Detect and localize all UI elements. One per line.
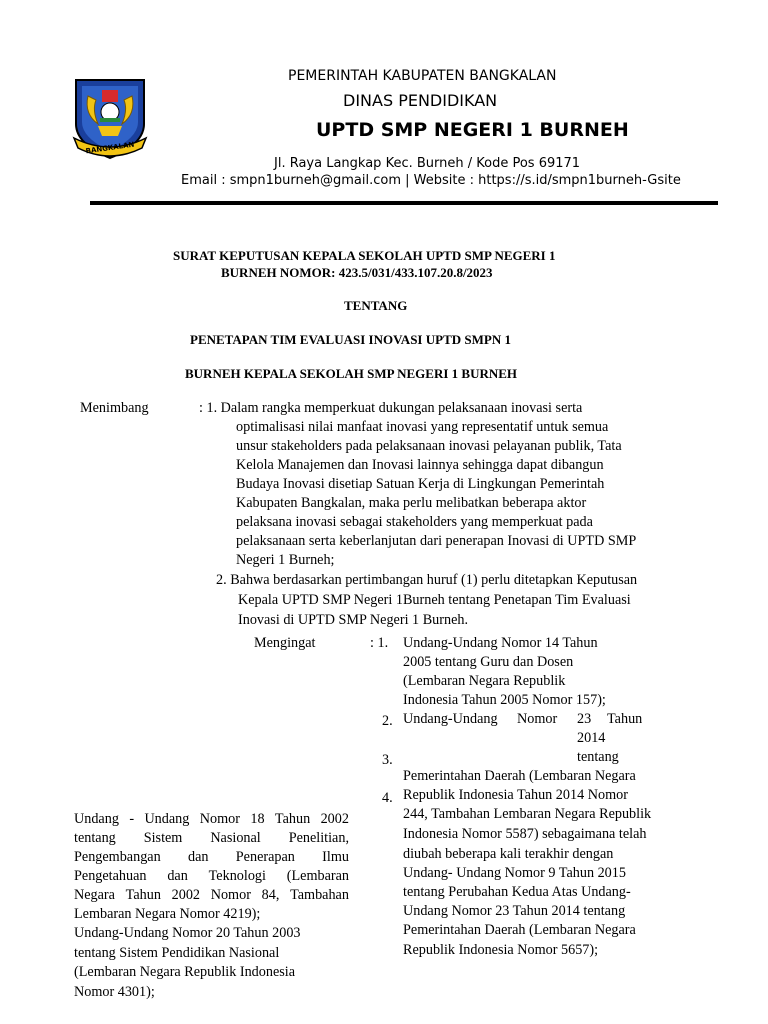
uu18-last-line: Lembaran Negara Nomor 4219); — [74, 906, 261, 922]
uu18-line: Negara Tahun 2002 Nomor 84, Tambahan — [74, 887, 349, 903]
menimbang-item-2-line: Inovasi di UPTD SMP Negeri 1 Burneh. — [238, 612, 469, 628]
mengingat-item-2-line: diubah beberapa kali terakhir dengan — [403, 846, 614, 862]
menimbang-item-1-line: Kelola Manajemen dan Inovasi lainnya sehingga dapat dibangun — [236, 457, 604, 473]
mengingat-item-2-word: Nomor — [517, 711, 558, 727]
mengingat-item-2-word: Tahun — [607, 711, 643, 727]
menimbang-item-1-line: Kabupaten Bangkalan, maka perlu melibatkan beberapa aktor — [236, 495, 587, 511]
mengingat-item-2-line: Republik Indonesia Tahun 2014 Nomor — [403, 787, 628, 803]
mengingat-item-2-word: Undang-Undang — [403, 711, 498, 727]
mengingat-item-2-word: 2014 — [577, 730, 606, 746]
school-contact: Email : smpn1burneh@gmail.com | Website : https://s.id/smpn1burneh-Gsite — [181, 173, 681, 188]
uu18-line: Pengetahuan dan Teknologi (Lembaran — [74, 868, 349, 884]
mengingat-item-1-line: 2005 tentang Guru dan Dosen — [403, 654, 574, 670]
mengingat-item-2-line: 244, Tambahan Lembaran Negara Republik — [403, 806, 652, 822]
decree-title-line1: SURAT KEPUTUSAN KEPALA SEKOLAH UPTD SMP NEGERI 1 — [173, 248, 556, 263]
regency-logo — [68, 74, 152, 162]
decree-title-line2: BURNEH NOMOR: 423.5/031/433.107.20.8/2023 — [221, 265, 493, 280]
uu18-line: tentang Sistem Nasional Penelitian, — [74, 830, 349, 846]
mengingat-number-4: 4. — [382, 790, 393, 806]
uu20-line: Undang-Undang Nomor 20 Tahun 2003 — [74, 925, 301, 941]
mengingat-item-2-line: Undang Nomor 23 Tahun 2014 tentang — [403, 903, 626, 919]
decree-subject-line2: BURNEH KEPALA SEKOLAH SMP NEGERI 1 BURNEH — [185, 366, 518, 381]
mengingat-number-3: 3. — [382, 752, 393, 768]
menimbang-item-2-line: Kepala UPTD SMP Negeri 1Burneh tentang Penetapan Tim Evaluasi — [238, 592, 631, 608]
tentang-heading: TENTANG — [344, 298, 408, 313]
mengingat-item-1-line: Undang-Undang Nomor 14 Tahun — [403, 635, 598, 651]
mengingat-label: Mengingat — [254, 635, 316, 651]
mengingat-item-1-line: Indonesia Tahun 2005 Nomor 157); — [403, 692, 606, 708]
uu18-line: Pengembangan dan Penerapan Ilmu — [74, 849, 349, 865]
header-divider — [90, 201, 718, 205]
uu20-line: Nomor 4301); — [74, 984, 155, 1000]
school-name: UPTD SMP NEGERI 1 BURNEH — [316, 119, 629, 141]
department-name: DINAS PENDIDIKAN — [343, 91, 498, 110]
mengingat-item-2-word: 23 — [577, 711, 592, 727]
mengingat-number-2: 2. — [382, 713, 393, 729]
mengingat-item-2-line: Pemerintahan Daerah (Lembaran Negara — [403, 922, 636, 938]
menimbang-item-1-line: Negeri 1 Burneh; — [236, 552, 335, 568]
menimbang-item-1-line: Budaya Inovasi disetiap Satuan Kerja di Lingkungan Pemerintah — [236, 476, 605, 492]
mengingat-item-2-line: Indonesia Nomor 5587) sebagaimana telah — [403, 826, 647, 842]
government-name: PEMERINTAH KABUPATEN BANGKALAN — [288, 68, 557, 84]
mengingat-item-2-line: Pemerintahan Daerah (Lembaran Negara — [403, 768, 636, 784]
menimbang-item-1-line: pelaksana inovasi sebagai stakeholders yang memperkuat pada — [236, 514, 593, 530]
decree-subject-line1: PENETAPAN TIM EVALUASI INOVASI UPTD SMPN 1 — [190, 332, 511, 347]
menimbang-item-1-line: unsur stakeholders pada pelaksanaan inovasi pelayanan publik, Tata — [236, 438, 622, 454]
mengingat-item-2-word: tentang — [577, 749, 619, 765]
menimbang-item-1-line: optimalisasi nilai manfaat inovasi yang representatif untuk semua — [236, 419, 609, 435]
menimbang-item-2-first: 2. Bahwa berdasarkan pertimbangan huruf (1) perlu ditetapkan Keputusan — [216, 572, 638, 588]
mengingat-item-2-line: Republik Indonesia Nomor 5657); — [403, 942, 599, 958]
menimbang-item-1-line: pelaksanaan serta keberlanjutan dari penerapan Inovasi di UPTD SMP — [236, 533, 637, 549]
mengingat-item-2-line: tentang Perubahan Kedua Atas Undang- — [403, 884, 631, 900]
menimbang-label: Menimbang — [80, 400, 149, 416]
uu20-line: (Lembaran Negara Republik Indonesia — [74, 964, 296, 980]
school-address: Jl. Raya Langkap Kec. Burneh / Kode Pos 69171 — [274, 156, 581, 171]
mengingat-item-1-line: (Lembaran Negara Republik — [403, 673, 566, 689]
logo-text: BANGKALAN — [85, 140, 135, 156]
mengingat-item-2-line: Undang- Undang Nomor 9 Tahun 2015 — [403, 865, 626, 881]
menimbang-item-1-first: : 1. Dalam rangka memperkuat dukungan pelaksanaan inovasi serta — [199, 400, 583, 416]
mengingat-colon-1: : 1. — [370, 635, 389, 651]
uu18-line: Undang - Undang Nomor 18 Tahun 2002 — [74, 811, 349, 827]
uu20-line: tentang Sistem Pendidikan Nasional — [74, 945, 280, 961]
